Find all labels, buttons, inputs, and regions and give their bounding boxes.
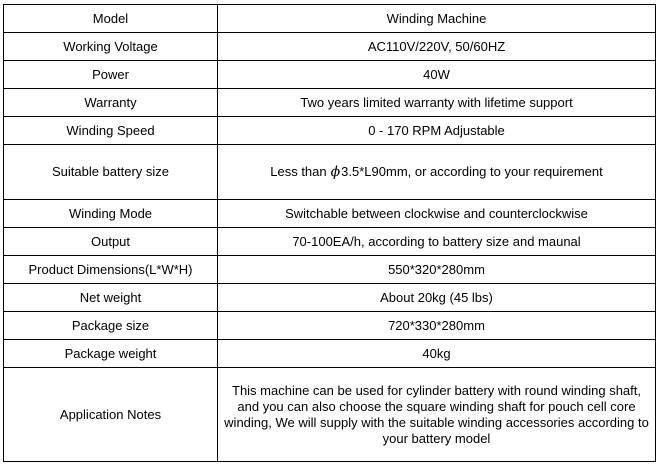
table-row-suitable-battery-size bbox=[4, 145, 656, 200]
row-label: Package size bbox=[4, 312, 218, 340]
row-value: Two years limited warranty with lifetime support bbox=[218, 89, 656, 117]
table-row-working-voltage bbox=[4, 33, 656, 61]
table-row-output bbox=[4, 228, 656, 256]
row-value: This machine can be used for cylinder battery with round winding shaft, and you can also choose the square winding shaft for pouch cell core winding, We will supply with the suitable winding accessories according to your battery model bbox=[218, 368, 656, 462]
row-label: Output bbox=[4, 228, 218, 256]
table-row-model bbox=[4, 5, 656, 33]
table-row-application-notes bbox=[4, 368, 656, 462]
row-value: Switchable between clockwise and counterclockwise bbox=[218, 200, 656, 228]
table-row-winding-mode bbox=[4, 200, 656, 228]
row-label: Working Voltage bbox=[4, 33, 218, 61]
row-label: Net weight bbox=[4, 284, 218, 312]
table-row-power bbox=[4, 61, 656, 89]
table-row-package-weight bbox=[4, 340, 656, 368]
row-value bbox=[218, 145, 656, 200]
row-value: 70-100EA/h, according to battery size and maunal bbox=[218, 228, 656, 256]
row-label: Product Dimensions(L*W*H) bbox=[4, 256, 218, 284]
row-value: 40W bbox=[218, 61, 656, 89]
diameter-symbol: ϕ bbox=[330, 164, 341, 180]
row-label: Model bbox=[4, 5, 218, 33]
table-row-net-weight bbox=[4, 284, 656, 312]
value-prefix: Less than bbox=[270, 164, 327, 179]
row-value: 550*320*280mm bbox=[218, 256, 656, 284]
table-row-package-size bbox=[4, 312, 656, 340]
row-label: Warranty bbox=[4, 89, 218, 117]
table-row-winding-speed bbox=[4, 117, 656, 145]
value-suffix: 3.5*L90mm, or according to your requirement bbox=[341, 164, 603, 179]
row-label: Package weight bbox=[4, 340, 218, 368]
row-label: Suitable battery size bbox=[4, 145, 218, 200]
row-label: Winding Speed bbox=[4, 117, 218, 145]
row-label: Power bbox=[4, 61, 218, 89]
spec-table bbox=[3, 4, 656, 462]
row-label: Application Notes bbox=[4, 368, 218, 462]
row-label: Winding Mode bbox=[4, 200, 218, 228]
row-value: Winding Machine bbox=[218, 5, 656, 33]
table-row-product-dimensions bbox=[4, 256, 656, 284]
row-value: About 20kg (45 lbs) bbox=[218, 284, 656, 312]
row-value: 720*330*280mm bbox=[218, 312, 656, 340]
table-row-warranty bbox=[4, 89, 656, 117]
row-value: 40kg bbox=[218, 340, 656, 368]
row-value: AC110V/220V, 50/60HZ bbox=[218, 33, 656, 61]
row-value: 0 - 170 RPM Adjustable bbox=[218, 117, 656, 145]
